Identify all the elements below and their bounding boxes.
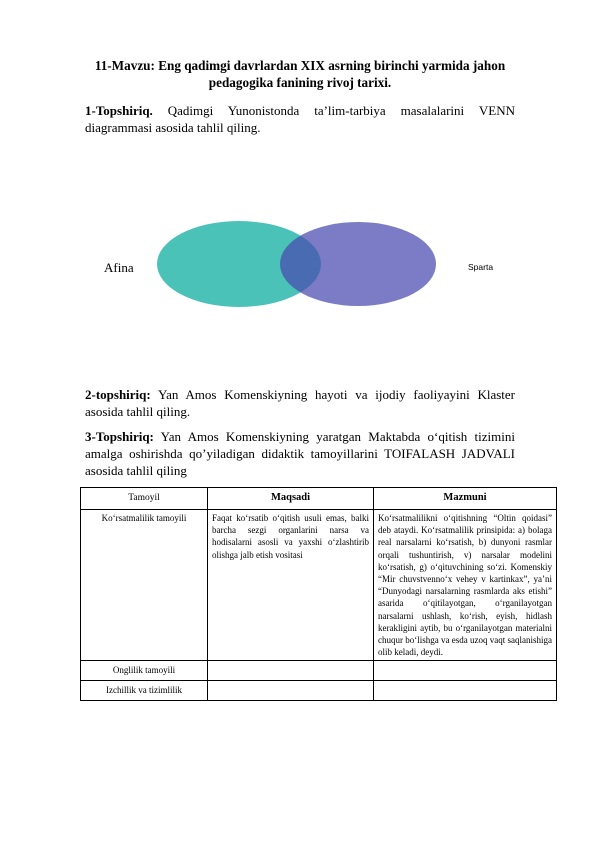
table-header-content: Mazmuni: [374, 488, 557, 510]
venn-diagram: [85, 200, 515, 340]
table-row: [81, 681, 557, 701]
table-cell-content: [374, 681, 557, 701]
venn-label-right: Sparta: [468, 262, 494, 272]
document-title: 11-Mavzu: Eng qadimgi davrlardan XIX asrning birinchi yarmida jahon pedagogika fanining rivoj tarixi.: [94, 58, 506, 90]
task-1: [85, 102, 515, 136]
venn-circle-right: [280, 222, 436, 306]
table-row: [81, 661, 557, 681]
table-header-row: [81, 488, 557, 510]
table-cell-principle: Onglilik tamoyili: [81, 661, 208, 681]
table-row: [81, 510, 557, 661]
table-cell-goal: [208, 661, 374, 681]
task-3: [85, 428, 515, 479]
task-3-text: Yan Amos Komenskiyning yaratgan Maktabda o‘qitish tizimini amalga oshirishda qo’yiladigan didaktik tamoyillarini TOIFALASH JADVALI asosida tahlil qiling: [85, 429, 515, 478]
task-2: [85, 386, 515, 420]
venn-label-left: Afina: [104, 260, 134, 275]
table-header-goal: Maqsadi: [208, 488, 374, 510]
table-cell-content: Ko‘rsatmalilikni o‘qitishning “Oltin qoidasi” deb ataydi. Ko‘rsatmalilik prinsipida: a) bolaga real narsalarni ko‘rsatish, b) dunyoni rasmlar orqali tushuntirish, v) narsalar modelini ko‘rsatish, g) o‘qituvchining so‘zi. Komenskiy “Mir chuvstvenno‘x vehey v kartinkax”, ya’ni “Dunyodagi narsalarning rasmlarda aks etishi” asarida o‘qitilayotgan, o‘rganilayotgan narsalarni ushlash, ko‘rish, eyish, hidlash kerakligini aytib, bu o‘rganilayotgan materialni chuqur bo‘lishga va esda uzoq vaqt saqlanishiga olib keladi, deydi.: [374, 510, 557, 661]
task-2-text: Yan Amos Komenskiyning hayoti va ijodiy faoliyayini Klaster asosida tahlil qiling.: [85, 387, 515, 419]
table-cell-goal: [208, 681, 374, 701]
table-cell-principle: Izchillik va tizimlilik: [81, 681, 208, 701]
table-cell-principle: Ko‘rsatmalilik tamoyili: [81, 510, 208, 661]
task-2-label: 2-topshiriq:: [85, 387, 151, 402]
classification-table: [80, 487, 557, 701]
task-1-text: Qadimgi Yunonistonda ta’lim-tarbiya masalalarini VENN diagrammasi asosida tahlil qiling.: [85, 103, 515, 135]
table-cell-content: [374, 661, 557, 681]
table-header-principle: Tamoyil: [81, 488, 208, 510]
task-3-label: 3-Topshiriq:: [85, 429, 154, 444]
table-cell-goal: Faqat ko‘rsatib o‘qitish usuli emas, balki barcha sezgi organlarini narsa va hodisalarni asosli va yaxshi o‘zlashtirib olishga jalb etish vositasi: [208, 510, 374, 661]
task-1-label: 1-Topshiriq.: [85, 103, 153, 118]
